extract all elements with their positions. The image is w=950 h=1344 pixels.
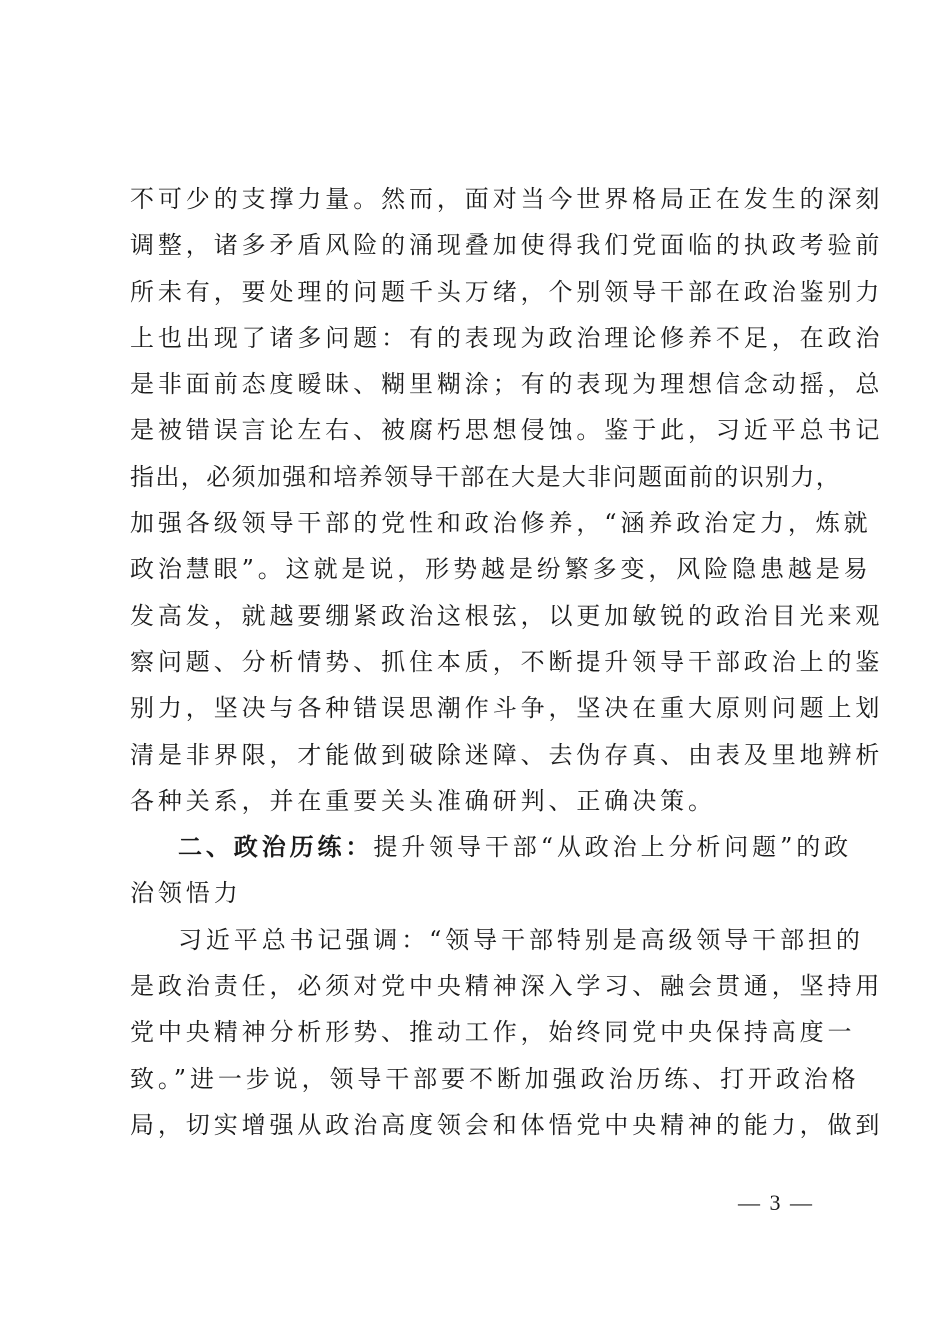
text-line: 各种关系，并在重要关头准确研判、正确决策。 bbox=[130, 786, 716, 815]
text-line: 致。”进一步说，领导干部要不断加强政治历练、打开政治格 bbox=[130, 1064, 860, 1093]
section-heading-number: 二、政治历练： bbox=[178, 832, 374, 862]
text-line: 所未有，要处理的问题千头万绪，个别领导干部在政治鉴别力 bbox=[130, 277, 884, 306]
section-heading-continued: 治领悟力 bbox=[130, 879, 242, 908]
text-line: 上也出现了诸多问题：有的表现为政治理论修养不足，在政治 bbox=[130, 323, 884, 352]
text-line: 别力，坚决与各种错误思潮作斗争，坚决在重大原则问题上划 bbox=[130, 694, 884, 723]
text-line: 发高发，就越要绷紧政治这根弦，以更加敏锐的政治目光来观 bbox=[130, 601, 884, 630]
text-line: 察问题、分析情势、抓住本质，不断提升领导干部政治上的鉴 bbox=[130, 647, 884, 676]
section-heading-text: 提升领导干部“从政治上分析问题”的政 bbox=[373, 833, 853, 862]
text-line: 加强各级领导干部的党性和政治修养，“涵养政治定力，炼就 bbox=[130, 509, 872, 538]
text-line: 习近平总书记强调：“领导干部特别是高级领导干部担的 bbox=[178, 925, 864, 954]
text-line: 调整，诸多矛盾风险的涌现叠加使得我们党面临的执政考验前 bbox=[130, 231, 884, 260]
text-line: 指出，必须加强和培养领导干部在大是大非问题面前的识别力， bbox=[130, 462, 842, 491]
text-line: 政治慧眼”。这就是说，形势越是纷繁多变，风险隐患越是易 bbox=[130, 555, 872, 584]
text-line: 清是非界限，才能做到破除迷障、去伪存真、由表及里地辨析 bbox=[130, 740, 884, 769]
text-line: 党中央精神分析形势、推动工作，始终同党中央保持高度一 bbox=[130, 1018, 856, 1047]
text-line: 是政治责任，必须对党中央精神深入学习、融会贯通，坚持用 bbox=[130, 972, 884, 1001]
text-line: 是非面前态度暧昧、糊里糊涂；有的表现为理想信念动摇，总 bbox=[130, 370, 884, 399]
section-heading bbox=[130, 824, 853, 870]
text-line: 局，切实增强从政治高度领会和体悟党中央精神的能力，做到 bbox=[130, 1110, 884, 1139]
text-line: 不可少的支撑力量。然而，面对当今世界格局正在发生的深刻 bbox=[130, 185, 884, 213]
text-line: 是被错误言论左右、被腐朽思想侵蚀。鉴于此，习近平总书记 bbox=[130, 416, 884, 445]
document-body bbox=[130, 176, 884, 1148]
page-number: — 3 — bbox=[738, 1190, 814, 1215]
